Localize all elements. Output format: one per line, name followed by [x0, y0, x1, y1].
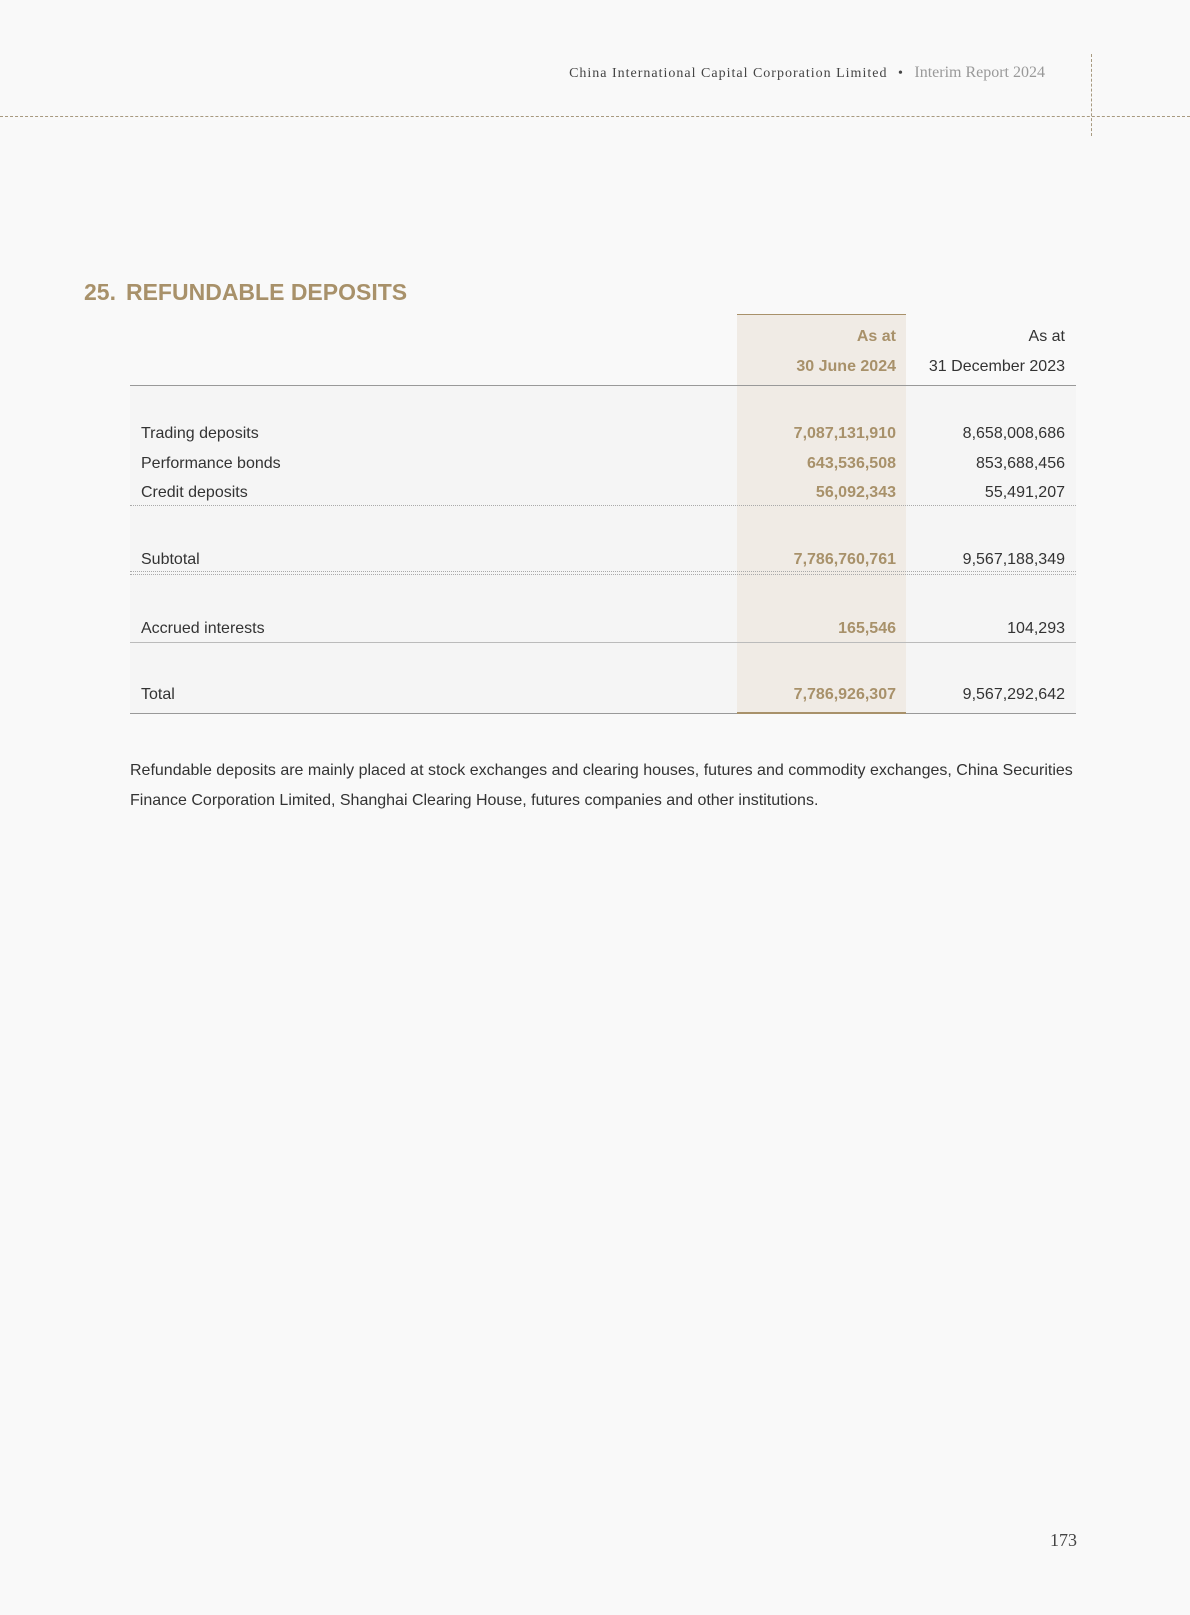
row-current: 7,786,760,761 — [793, 551, 896, 568]
row-current: 7,786,926,307 — [793, 686, 896, 703]
header-dashed-rule — [0, 116, 1190, 117]
col1-header-line1: As at — [856, 328, 896, 345]
table-body-background — [130, 386, 1076, 713]
running-header — [569, 64, 1045, 82]
row-prior: 9,567,292,642 — [962, 686, 1065, 703]
row-label: Subtotal — [141, 551, 200, 568]
col2-header-line2: 31 December 2023 — [928, 358, 1065, 375]
row-prior: 853,688,456 — [976, 455, 1065, 472]
row-prior: 104,293 — [1007, 620, 1065, 637]
row-label: Performance bonds — [141, 455, 281, 472]
header-rule — [130, 385, 1076, 386]
header-separator: • — [897, 66, 904, 81]
row-label: Accrued interests — [141, 620, 265, 637]
total-rule — [130, 713, 1076, 714]
report-title: Interim Report 2024 — [914, 64, 1045, 81]
current-column-bottom-rule — [737, 712, 906, 714]
row-prior: 9,567,188,349 — [962, 551, 1065, 568]
row-prior: 8,658,008,686 — [962, 425, 1065, 442]
row-prior: 55,491,207 — [984, 484, 1065, 501]
row-current: 7,087,131,910 — [793, 425, 896, 442]
col2-header-line1: As at — [1028, 328, 1065, 345]
col1-header-line2: 30 June 2024 — [796, 358, 896, 375]
row-current: 165,546 — [838, 620, 896, 637]
rule — [130, 642, 1076, 643]
dotted-rule — [130, 505, 1076, 506]
row-label: Credit deposits — [141, 484, 248, 501]
row-label: Trading deposits — [141, 425, 259, 442]
header-dashed-vertical-rule — [1091, 54, 1092, 136]
note-paragraph: Refundable deposits are mainly placed at stock exchanges and clearing houses, futures and commodity exchanges, China Securities Finance Corporation Limited, Shanghai Clearing House, futures companies and other institutions. — [130, 762, 1073, 809]
double-dotted-rule — [130, 571, 1076, 575]
row-current: 56,092,343 — [815, 484, 896, 501]
row-label: Total — [141, 686, 175, 703]
section-number: 25. — [84, 279, 116, 305]
section-heading: REFUNDABLE DEPOSITS — [125, 279, 408, 305]
company-name: China International Capital Corporation Limited — [569, 66, 888, 81]
section-title — [84, 279, 417, 306]
page-number: 173 — [1050, 1530, 1077, 1550]
row-current: 643,536,508 — [807, 455, 896, 472]
